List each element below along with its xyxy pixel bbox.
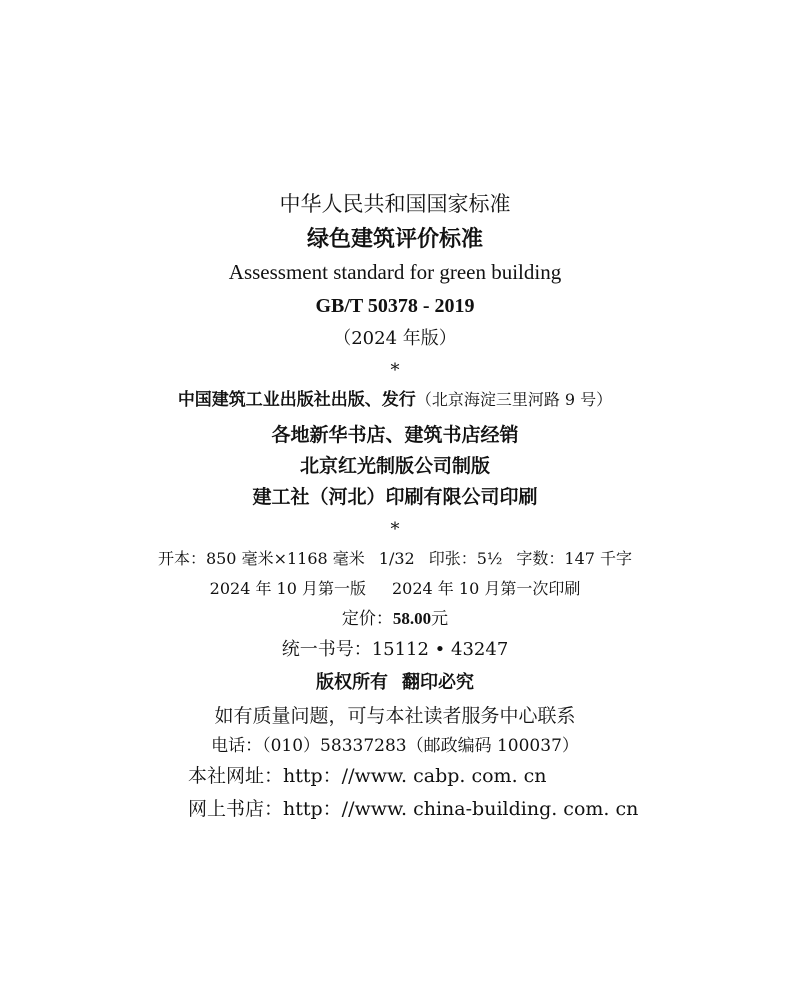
print-sheets: 印张：5½	[428, 549, 503, 568]
publisher-name: 中国建筑工业出版社出版、发行	[177, 390, 416, 410]
book-format: 开本：850 毫米×1168 毫米	[157, 549, 365, 568]
title-en: Assessment standard for green building	[228, 260, 562, 284]
standard-type: 中华人民共和国国家标准	[279, 192, 511, 216]
price-line	[0, 610, 790, 628]
price-label: 定价：	[341, 609, 393, 629]
separator-star: *	[390, 360, 400, 381]
shop-row	[188, 800, 638, 819]
standard-code: GB/T 50378 - 2019	[315, 295, 475, 317]
price-value: 58.00	[392, 609, 432, 628]
book-number: 统一书号：15112 • 43247	[281, 639, 509, 660]
edition-line	[0, 581, 790, 597]
all-rights-reserved: 版权所有	[316, 672, 388, 693]
plate-maker: 北京红光制版公司制版	[299, 455, 490, 477]
website-row	[188, 767, 547, 786]
printer: 建工社（河北）印刷有限公司印刷	[252, 486, 538, 508]
book-fold: 1/32	[378, 549, 415, 568]
shop-label: 网上书店：	[188, 798, 284, 820]
no-copy-notice: 翻印必究	[402, 672, 474, 693]
format-line	[0, 551, 790, 567]
shop-url[interactable]: http：//www. china-building. com. cn	[283, 798, 639, 820]
distributor: 各地新华书店、建筑书店经销	[271, 424, 519, 446]
first-print: 2024 年 10 月第一次印刷	[392, 579, 581, 598]
rights-line	[0, 674, 790, 692]
quality-note: 如有质量问题，可与本社读者服务中心联系	[214, 705, 576, 727]
price-unit: 元	[431, 609, 449, 629]
first-edition: 2024 年 10 月第一版	[209, 579, 366, 598]
website-label: 本社网址：	[188, 765, 284, 787]
website-url[interactable]: http：//www. cabp. com. cn	[283, 765, 547, 787]
publisher-address: （北京海淀三里河路 9 号）	[415, 390, 613, 409]
phone: 电话：（010）58337283（邮政编码 100037）	[211, 736, 579, 756]
publisher-line	[0, 392, 790, 409]
edition: （2024 年版）	[333, 328, 457, 349]
title-cn: 绿色建筑评价标准	[306, 227, 483, 252]
separator-star: *	[390, 519, 400, 540]
word-count: 字数：147 千字	[516, 549, 633, 568]
